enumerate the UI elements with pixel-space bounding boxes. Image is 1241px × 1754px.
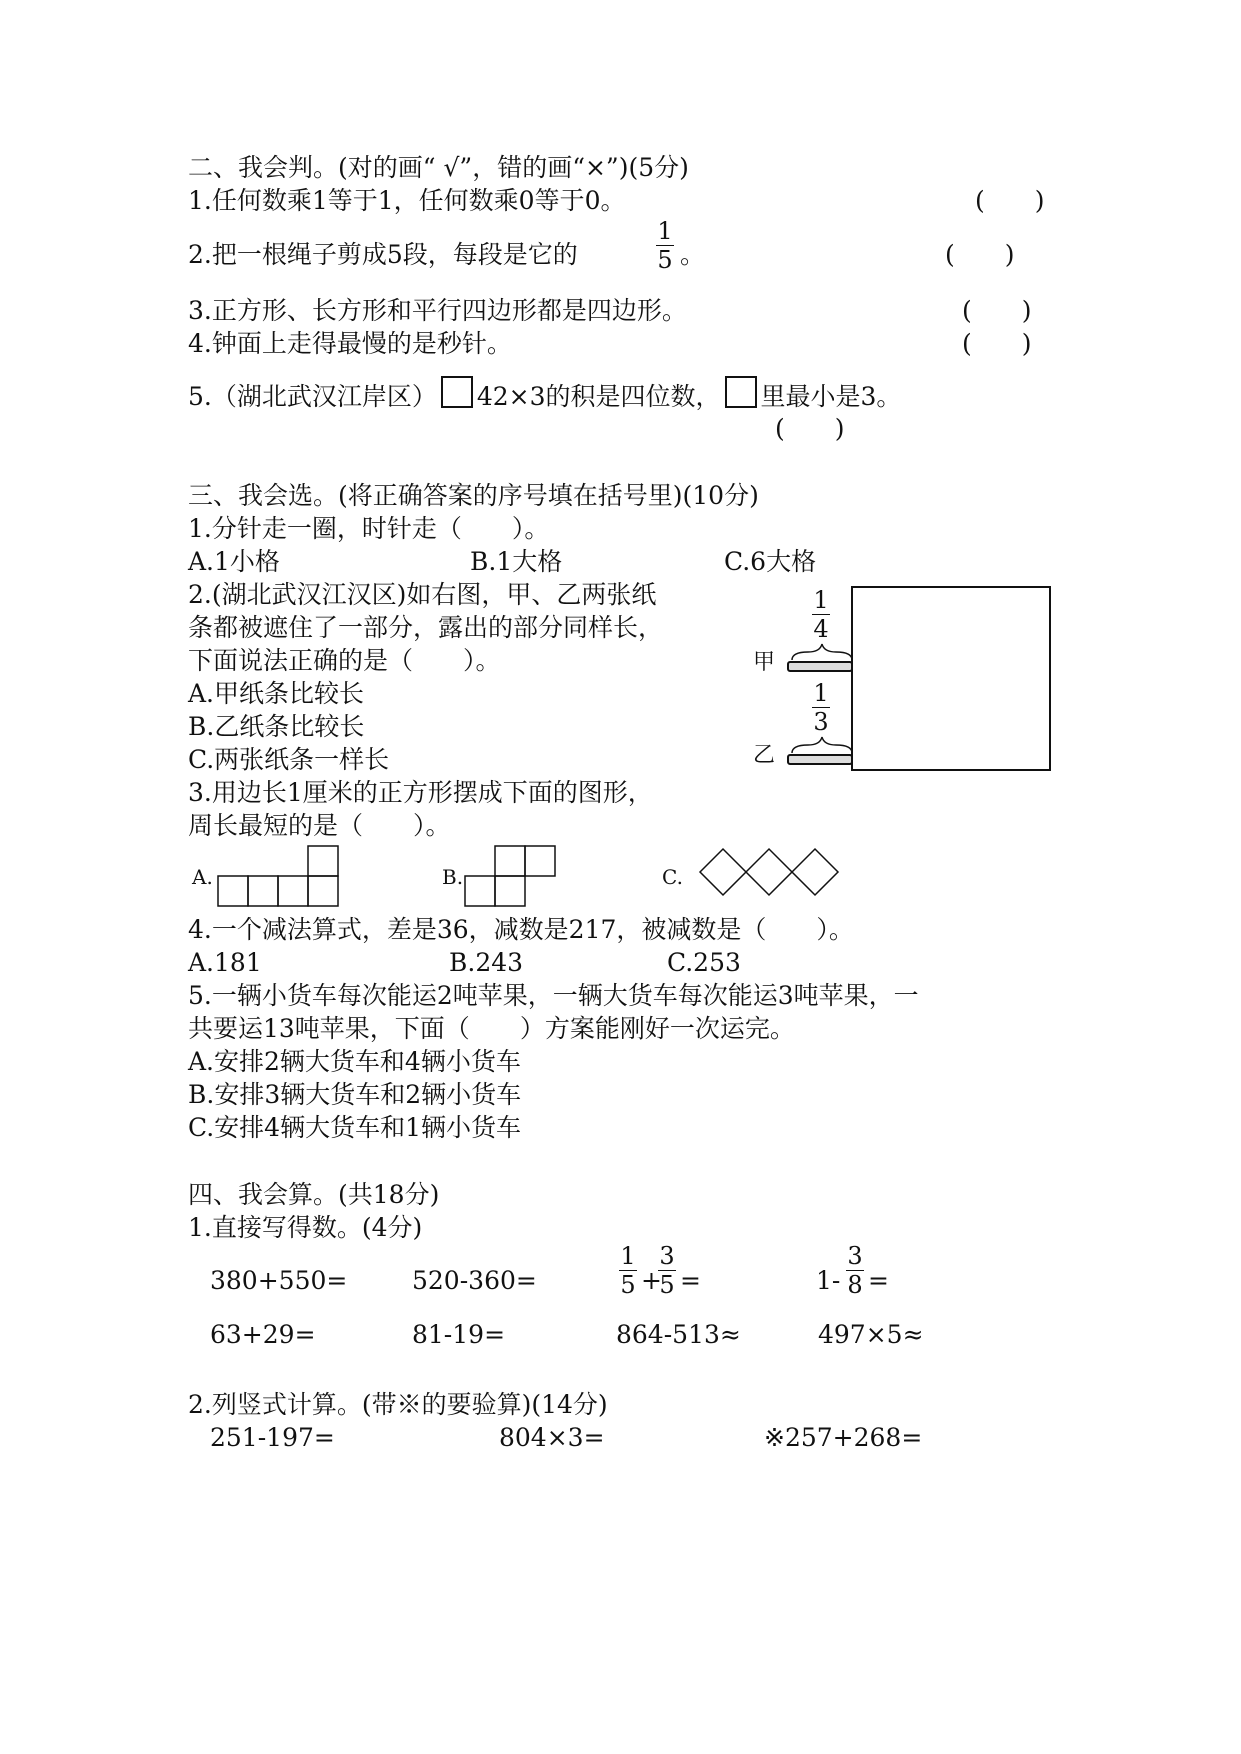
fraction-denominator: 5 (657, 246, 673, 274)
shape-c (700, 849, 838, 895)
q3-option-c-label[interactable]: C. (662, 865, 683, 889)
answer-paren-2-3[interactable]: ( ) (962, 296, 1032, 325)
sec2-question-2-end: 。 (680, 240, 706, 269)
q5-option-b[interactable]: B.安排3辆大货车和2辆小货车 (188, 1080, 522, 1109)
q2-option-b[interactable]: B.乙纸条比较长 (188, 712, 365, 741)
answer-paren-2-1[interactable]: ( ) (975, 186, 1045, 215)
expr-7: 864-513≈ (616, 1320, 741, 1349)
shape-b (465, 846, 555, 906)
fraction-denominator: 4 (813, 615, 829, 643)
q3-option-a-label[interactable]: A. (192, 865, 213, 889)
section-4-title: 四、我会算。(共18分) (188, 1180, 440, 1209)
expr-3-fraction-1 (619, 1243, 637, 1298)
sec3-question-2-line2: 条都被遮住了一部分，露出的部分同样长， (188, 613, 664, 642)
q5-source: 5.（湖北武汉江岸区） (188, 382, 437, 411)
sec3-question-1: 1.分针走一圈，时针走（ ）。 (188, 514, 550, 543)
expr-1: 380+550= (210, 1266, 348, 1295)
fraction-numerator: 1 (620, 1242, 636, 1270)
sec3-question-3-line2: 周长最短的是（ ）。 (188, 811, 451, 840)
section-2-title: 二、我会判。(对的画“ √”，错的画“×”)(5分) (188, 153, 689, 182)
fraction-numerator: 3 (847, 1242, 863, 1270)
sec3-question-4: 4.一个减法算式，差是36，减数是217，被减数是（ ）。 (188, 915, 854, 944)
q2-option-a[interactable]: A.甲纸条比较长 (188, 679, 365, 708)
answer-paren-2-5[interactable]: ( ) (775, 414, 845, 443)
sec3-question-2-line1: 2.(湖北武汉江汉区)如右图，甲、乙两张纸 (188, 580, 657, 609)
sec2-question-3: 3.正方形、长方形和平行四边形都是四边形。 (188, 296, 687, 325)
sec3-question-2-line3: 下面说法正确的是（ ）。 (188, 646, 501, 675)
vertical-calc-2: 804×3= (499, 1423, 605, 1452)
fraction-denominator: 3 (813, 708, 829, 736)
expr-4-equals: = (868, 1266, 889, 1295)
q5-option-c[interactable]: C.安排4辆大货车和1辆小货车 (188, 1113, 521, 1142)
expr-4-prefix: 1- (816, 1266, 841, 1295)
q5-middle: 42×3的积是四位数， (476, 382, 721, 411)
sec3-question-5-line2: 共要运13吨苹果，下面（ ）方案能刚好一次运完。 (188, 1014, 795, 1043)
fraction-numerator: 1 (657, 217, 673, 245)
expr-3-fraction-2 (658, 1243, 676, 1298)
q1-option-a[interactable]: A.1小格 (188, 547, 280, 576)
q4-option-c[interactable]: C.253 (667, 948, 741, 977)
sec2-question-1: 1.任何数乘1等于1，任何数乘0等于0。 (188, 186, 626, 215)
fraction-numerator: 1 (813, 679, 829, 707)
q3-option-b-label[interactable]: B. (442, 865, 464, 889)
sec2-question-4: 4.钟面上走得最慢的是秒针。 (188, 329, 512, 358)
expr-4-fraction (846, 1243, 864, 1298)
sec4-part-1: 1.直接写得数。(4分) (188, 1213, 423, 1242)
q1-option-b[interactable]: B.1大格 (470, 547, 563, 576)
fraction-denominator: 5 (659, 1271, 675, 1299)
expr-3-equals: = (680, 1266, 701, 1295)
label-jia: 甲 (753, 650, 776, 675)
sec3-question-5-line1: 5.一辆小货车每次能运2吨苹果，一辆大货车每次能运3吨苹果，一 (188, 981, 919, 1010)
q4-option-a[interactable]: A.181 (188, 948, 262, 977)
answer-paren-2-2[interactable]: ( ) (945, 240, 1015, 269)
expr-3-plus: + (641, 1266, 662, 1295)
sec4-part-2: 2.列竖式计算。(带※的要验算)(14分) (188, 1390, 608, 1419)
expr-6: 81-19= (412, 1320, 506, 1349)
label-yi: 乙 (753, 743, 776, 768)
fraction-numerator: 1 (813, 586, 829, 614)
expr-8: 497×5≈ (818, 1320, 924, 1349)
expr-5: 63+29= (210, 1320, 316, 1349)
answer-paren-2-4[interactable]: ( ) (962, 329, 1032, 358)
q2-option-c[interactable]: C.两张纸条一样长 (188, 745, 390, 774)
shape-a (218, 846, 338, 906)
sec3-question-3-line1: 3.用边长1厘米的正方形摆成下面的图形， (188, 778, 653, 807)
vertical-calc-3: ※257+268= (764, 1423, 923, 1452)
expr-2: 520-360= (412, 1266, 537, 1295)
sec2-question-2: 2.把一根绳子剪成5段，每段是它的 (188, 240, 578, 269)
q5-end: 里最小是3。 (760, 382, 902, 411)
q4-option-b[interactable]: B.243 (449, 948, 524, 977)
section-3-title: 三、我会选。(将正确答案的序号填在括号里)(10分) (188, 481, 759, 510)
q5-option-a[interactable]: A.安排2辆大货车和4辆小货车 (188, 1047, 521, 1076)
q1-option-c[interactable]: C.6大格 (724, 547, 817, 576)
fraction-denominator: 5 (620, 1271, 636, 1299)
fraction-numerator: 3 (659, 1242, 675, 1270)
vertical-calc-1: 251-197= (210, 1423, 335, 1452)
fraction-denominator: 8 (847, 1271, 863, 1299)
